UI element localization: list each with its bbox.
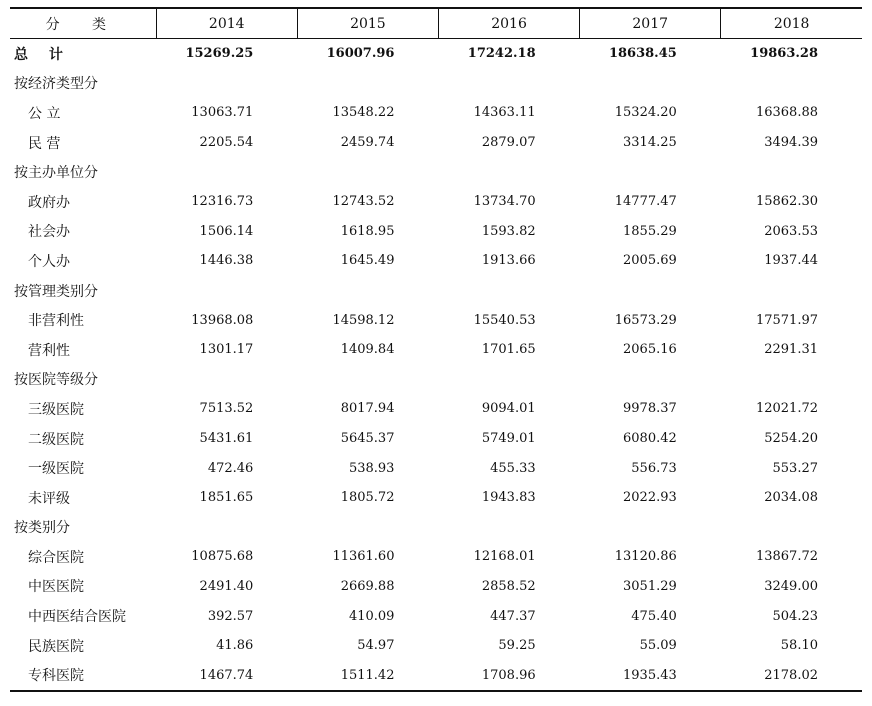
- row-value: 14777.47: [614, 194, 677, 210]
- row-value: 5645.37: [340, 431, 395, 447]
- statistics-table: [10, 7, 862, 692]
- total-value-2016: 17242.18: [467, 46, 536, 62]
- row-value: 2034.08: [764, 490, 818, 506]
- row-value: 472.46: [207, 460, 254, 476]
- row-value: 3314.25: [623, 135, 677, 151]
- row-value: 1618.95: [340, 223, 395, 239]
- row-value: 17571.97: [755, 312, 818, 328]
- row-value: 1511.42: [340, 667, 395, 683]
- group-heading-row: [10, 276, 862, 306]
- row-value: 1935.43: [623, 667, 677, 683]
- row-value: 538.93: [348, 460, 395, 476]
- row-label: 民 营: [28, 135, 61, 152]
- row-value: 2879.07: [481, 135, 536, 151]
- total-value-2018: 19863.28: [750, 46, 818, 62]
- table-row: [10, 128, 862, 158]
- row-value: 447.37: [490, 608, 536, 624]
- group-heading: 按类别分: [14, 520, 70, 537]
- row-value: 13063.71: [191, 105, 254, 121]
- row-value: 2178.02: [764, 667, 818, 683]
- row-value: 1943.83: [481, 490, 536, 506]
- row-value: 8017.94: [340, 401, 395, 417]
- row-value: 3051.29: [623, 578, 677, 594]
- row-label: 中西医结合医院: [28, 609, 126, 626]
- table-header: [10, 8, 862, 39]
- row-value: 15862.30: [755, 194, 818, 210]
- table-row: [10, 217, 862, 247]
- row-value: 14598.12: [332, 312, 395, 328]
- row-value: 1446.38: [199, 253, 254, 269]
- header-year-2018: 2018: [721, 8, 862, 39]
- table-row: [10, 601, 862, 631]
- row-value: 6080.42: [623, 431, 677, 447]
- row-label: 民族医院: [28, 638, 84, 655]
- row-value: 1708.96: [481, 667, 536, 683]
- row-value: 55.09: [639, 638, 677, 654]
- row-label: 公 立: [28, 105, 61, 122]
- header-year-2014: 2014: [156, 8, 297, 39]
- table-row: [10, 572, 862, 602]
- table-row: [10, 424, 862, 454]
- row-value: 12021.72: [755, 401, 818, 417]
- row-value: 13548.22: [332, 105, 395, 121]
- row-value: 15324.20: [614, 105, 677, 121]
- table-row: [10, 483, 862, 513]
- row-value: 1593.82: [481, 223, 536, 239]
- row-value: 2459.74: [340, 135, 395, 151]
- group-heading-row: [10, 69, 862, 99]
- table-row: [10, 394, 862, 424]
- total-value-2015: 16007.96: [326, 46, 395, 62]
- row-value: 15540.53: [473, 312, 536, 328]
- row-label: 二级医院: [28, 431, 84, 448]
- table-row: [10, 98, 862, 128]
- total-value-2017: 18638.45: [608, 46, 677, 62]
- row-value: 58.10: [780, 638, 818, 654]
- group-heading-row: [10, 365, 862, 395]
- row-value: 59.25: [498, 638, 536, 654]
- row-value: 2063.53: [764, 223, 818, 239]
- group-heading: 按经济类型分: [14, 76, 98, 93]
- row-value: 5254.20: [764, 431, 818, 447]
- row-label: 营利性: [28, 342, 70, 359]
- row-value: 13734.70: [473, 194, 536, 210]
- table-row: [10, 453, 862, 483]
- row-label: 个人办: [28, 253, 70, 270]
- total-value-2014: 15269.25: [185, 46, 254, 62]
- table-row: [10, 660, 862, 691]
- row-value: 1855.29: [623, 223, 677, 239]
- row-value: 12743.52: [332, 194, 395, 210]
- row-value: 475.40: [631, 608, 677, 624]
- row-label: 非营利性: [28, 313, 84, 330]
- row-value: 410.09: [348, 608, 395, 624]
- header-year-2017: 2017: [580, 8, 721, 39]
- row-value: 1506.14: [199, 223, 254, 239]
- table-row: [10, 631, 862, 661]
- row-value: 16573.29: [614, 312, 677, 328]
- header-year-2015: 2015: [297, 8, 438, 39]
- table-row: [10, 246, 862, 276]
- row-value: 14363.11: [473, 105, 536, 121]
- group-heading: 按管理类别分: [14, 283, 98, 300]
- row-value: 2669.88: [340, 578, 395, 594]
- header-year-2016: 2016: [438, 8, 579, 39]
- row-value: 1409.84: [340, 342, 395, 358]
- group-heading-row: [10, 513, 862, 543]
- row-value: 54.97: [357, 638, 395, 654]
- total-row: [10, 39, 862, 69]
- row-value: 2065.16: [623, 342, 677, 358]
- total-label: 总 计: [14, 46, 71, 63]
- row-value: 556.73: [631, 460, 677, 476]
- row-value: 3494.39: [764, 135, 818, 151]
- row-value: 9094.01: [481, 401, 536, 417]
- row-value: 504.23: [772, 608, 818, 624]
- row-value: 1701.65: [481, 342, 536, 358]
- row-value: 2858.52: [481, 578, 536, 594]
- row-value: 1645.49: [340, 253, 395, 269]
- row-label: 三级医院: [28, 401, 84, 418]
- row-label: 专科医院: [28, 668, 84, 685]
- row-value: 1467.74: [199, 667, 254, 683]
- row-value: 16368.88: [755, 105, 818, 121]
- header-category: 分 类: [45, 16, 121, 33]
- row-value: 2005.69: [623, 253, 677, 269]
- row-label: 未评级: [28, 490, 70, 507]
- table-row: [10, 335, 862, 365]
- row-value: 2291.31: [764, 342, 818, 358]
- table-row: [10, 542, 862, 572]
- table-row: [10, 187, 862, 217]
- row-value: 9978.37: [623, 401, 677, 417]
- row-value: 5749.01: [481, 431, 536, 447]
- row-value: 5431.61: [199, 431, 254, 447]
- row-value: 1937.44: [764, 253, 818, 269]
- row-label: 综合医院: [28, 549, 84, 566]
- row-value: 10875.68: [191, 549, 254, 565]
- row-value: 2022.93: [623, 490, 677, 506]
- row-label: 一级医院: [28, 461, 84, 478]
- row-value: 1301.17: [199, 342, 254, 358]
- row-value: 11361.60: [332, 549, 395, 565]
- group-heading: 按医院等级分: [14, 372, 98, 389]
- row-value: 2491.40: [199, 578, 254, 594]
- row-value: 455.33: [490, 460, 536, 476]
- row-value: 12168.01: [473, 549, 536, 565]
- header-row: [10, 8, 862, 39]
- row-value: 392.57: [207, 608, 254, 624]
- row-label: 社会办: [28, 224, 70, 241]
- row-value: 13120.86: [614, 549, 677, 565]
- row-value: 12316.73: [191, 194, 254, 210]
- row-value: 553.27: [772, 460, 818, 476]
- row-value: 13968.08: [191, 312, 254, 328]
- row-value: 13867.72: [755, 549, 818, 565]
- row-value: 2205.54: [199, 135, 254, 151]
- table-body: [10, 39, 862, 692]
- row-value: 41.86: [216, 638, 254, 654]
- group-heading: 按主办单位分: [14, 165, 98, 182]
- row-value: 3249.00: [764, 578, 818, 594]
- group-heading-row: [10, 157, 862, 187]
- row-label: 政府办: [28, 194, 70, 211]
- row-value: 1851.65: [199, 490, 254, 506]
- row-value: 1913.66: [481, 253, 536, 269]
- row-label: 中医医院: [28, 579, 84, 596]
- row-value: 1805.72: [340, 490, 395, 506]
- row-value: 7513.52: [199, 401, 254, 417]
- table-row: [10, 305, 862, 335]
